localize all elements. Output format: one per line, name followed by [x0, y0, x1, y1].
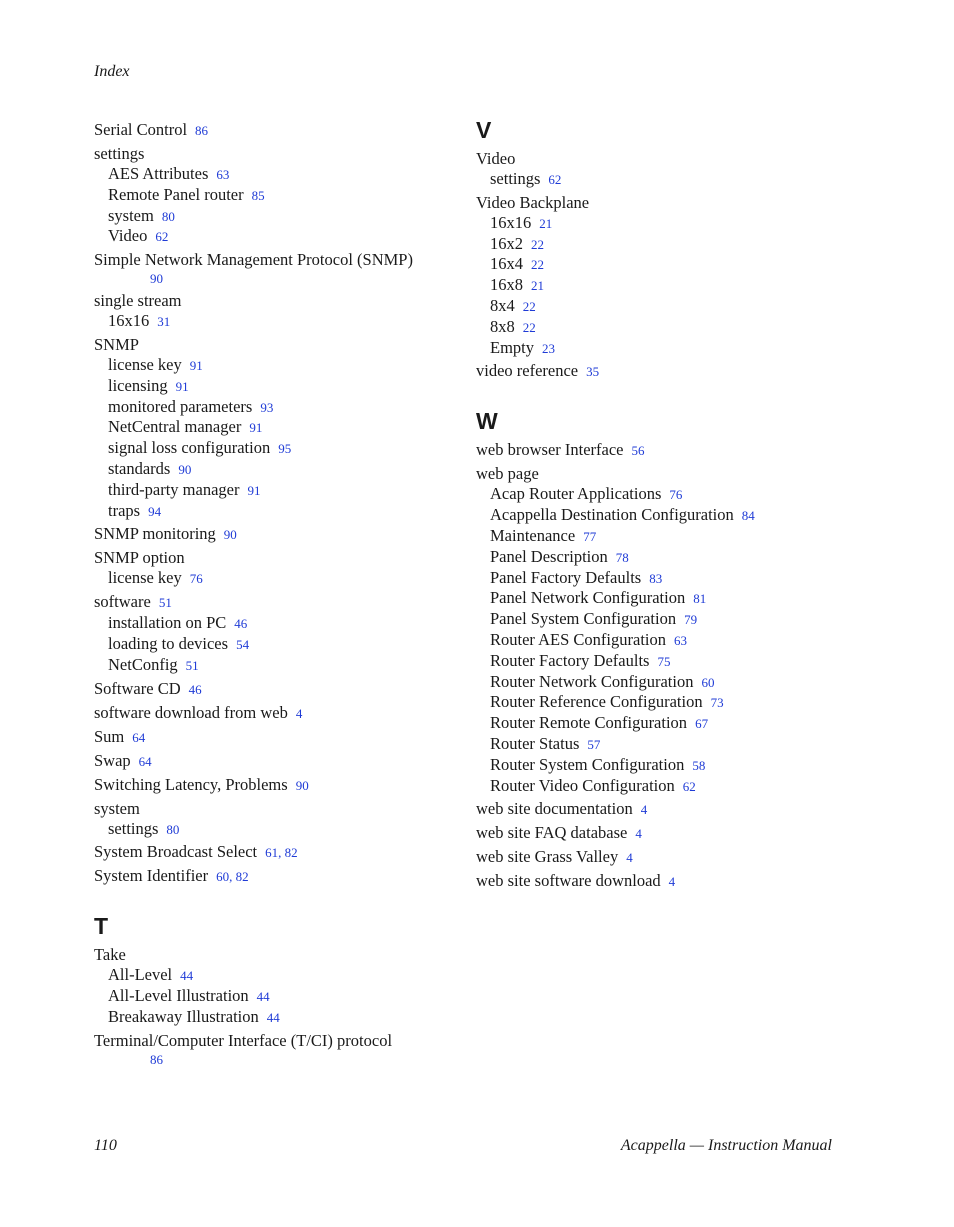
index-entry — [476, 871, 876, 892]
index-term-settings — [94, 144, 494, 164]
index-subterm-text: settings — [490, 169, 541, 188]
index-subterm-panel-description — [476, 547, 876, 568]
index-subterm-text: Empty — [490, 337, 534, 357]
index-entry — [476, 799, 876, 820]
index-term-web-page — [476, 464, 876, 484]
index-subterm-text: Panel System Configuration — [490, 609, 677, 629]
index-subterm-video — [94, 226, 494, 247]
page-link[interactable]: 73 — [710, 695, 724, 711]
index-subterm-text: 8x8 — [490, 316, 515, 336]
index-subterm-aes-attributes — [94, 164, 494, 185]
index-term-text: web page — [476, 464, 539, 484]
index-subterm-license-key — [94, 568, 494, 589]
index-term-text: SNMP monitoring — [94, 524, 216, 544]
index-subterm-text: license key — [108, 568, 182, 588]
index-term-text: Switching Latency, Problems — [94, 774, 288, 794]
index-subterm-remote-panel-router — [94, 185, 494, 206]
index-term-text: Video Backplane — [476, 192, 590, 212]
index-subterm-16x4 — [476, 254, 876, 275]
index-term-text: Software CD — [94, 678, 181, 698]
page-link[interactable]: 90 — [178, 461, 192, 477]
index-subterm-router-aes-configuration — [476, 630, 876, 651]
index-term-take — [94, 945, 494, 965]
page-link[interactable]: 91 — [189, 357, 203, 373]
index-entry — [94, 679, 494, 700]
index-subterm-breakaway-illustration — [94, 1007, 494, 1028]
page-link[interactable]: 90 — [295, 777, 309, 793]
index-subterm-text: 16x16 — [490, 212, 532, 232]
index-subterm-text: 16x4 — [490, 254, 523, 274]
index-term-text: web site documentation — [476, 799, 633, 819]
page-link[interactable]: 4 — [640, 802, 648, 818]
index-subterm-router-remote-configuration — [476, 713, 876, 734]
index-entry — [94, 335, 494, 521]
index-term-text: software download from web — [94, 702, 288, 722]
index-term-system — [94, 799, 494, 819]
index-subterm-text: Acappella Destination Configuration — [490, 505, 734, 525]
index-subterm-text: loading to devices — [108, 633, 229, 653]
index-term-text: Swap — [94, 750, 131, 770]
page-link[interactable]: 95 — [278, 441, 292, 457]
index-column-left — [94, 117, 494, 1069]
index-term-switching-latency-problems — [94, 775, 494, 796]
index-subterm-settings — [94, 819, 494, 840]
page-link[interactable]: 4 — [295, 705, 303, 721]
page-link[interactable]: 93 — [260, 399, 274, 415]
page-link[interactable]: 82 — [235, 869, 249, 885]
index-subterm-text: Router Status — [490, 733, 580, 753]
index-subterm-text: Router Network Configuration — [490, 671, 694, 691]
index-term-text: single stream — [94, 291, 182, 311]
page-link[interactable]: 22 — [522, 298, 536, 314]
page-link[interactable]: 91 — [247, 482, 261, 498]
index-subterm-third-party-manager — [94, 480, 494, 501]
index-subterm-licensing — [94, 376, 494, 397]
index-term-snmp — [94, 335, 494, 355]
page-link[interactable]: 23 — [542, 340, 555, 356]
index-subterm-text: Maintenance — [490, 525, 576, 545]
page-link[interactable]: 22 — [531, 236, 544, 252]
index-term-text: video reference — [476, 361, 579, 381]
index-subterm-panel-network-configuration — [476, 588, 876, 609]
index-term-swap — [94, 751, 494, 772]
index-subterm-signal-loss-configuration — [94, 438, 494, 459]
index-subterm-text: 16x8 — [490, 275, 523, 295]
page-link[interactable]: 90 — [150, 271, 163, 287]
index-subterm-text: Panel Network Configuration — [490, 588, 686, 608]
index-subterm-16x16 — [476, 213, 876, 234]
index-subterm-monitored-parameters — [94, 397, 494, 418]
index-entry — [476, 464, 876, 796]
index-subterm-license-key — [94, 355, 494, 376]
index-subterm-text: third-party manager — [108, 479, 240, 499]
index-subterm-text: system — [108, 205, 154, 225]
page-link[interactable]: 63 — [216, 167, 230, 182]
page-link[interactable]: 4 — [635, 826, 642, 842]
index-term-web-site-software-download — [476, 871, 876, 892]
index-term-text: web site FAQ database — [476, 823, 628, 843]
index-subterm-traps — [94, 501, 494, 522]
index-term-web-site-grass-valley — [476, 847, 876, 868]
page-link[interactable]: 85 — [251, 187, 265, 203]
index-entry — [94, 548, 494, 589]
index-subterm-text: monitored parameters — [108, 396, 253, 416]
index-entry — [94, 727, 494, 748]
index-subterm-text: Router Reference Configuration — [490, 692, 703, 712]
page-link[interactable]: 35 — [586, 364, 600, 380]
index-subterm-16x2 — [476, 234, 876, 255]
page-link[interactable]: 4 — [626, 850, 633, 866]
index-subterm-text: Panel Description — [490, 546, 608, 566]
page-link[interactable]: 21 — [531, 278, 544, 294]
index-subterm-8x8 — [476, 317, 876, 338]
page-link[interactable]: 82 — [284, 845, 298, 861]
index-subterm-text: Router System Configuration — [490, 754, 685, 774]
page-link[interactable]: 80 — [161, 208, 175, 224]
index-subterm-text: settings — [108, 818, 159, 838]
index-entry — [94, 524, 494, 545]
index-term-text: System Identifier — [94, 866, 209, 886]
index-entry — [94, 592, 494, 675]
index-term-text: software — [94, 592, 151, 612]
index-subterm-text: Router Remote Configuration — [490, 713, 688, 733]
page-link[interactable]: 22 — [531, 257, 544, 273]
index-subterm-text: AES Attributes — [108, 164, 209, 183]
index-term-system-identifier — [94, 866, 494, 887]
page-link[interactable]: 51 — [185, 657, 199, 673]
page-link[interactable]: 86 — [150, 1051, 163, 1067]
index-entry — [94, 751, 494, 772]
page-link[interactable]: 56 — [631, 443, 645, 459]
index-entry — [476, 361, 876, 382]
page-link[interactable]: 44 — [256, 989, 270, 1005]
index-term-web-site-documentation — [476, 799, 876, 820]
page-link[interactable]: 60, — [216, 869, 236, 885]
index-entry — [94, 120, 494, 141]
index-subterm-16x16 — [94, 311, 494, 332]
index-term-text: Take — [94, 945, 126, 965]
index-subterm-text: Video — [108, 226, 148, 246]
index-subterm-router-status — [476, 734, 876, 755]
index-entry — [476, 847, 876, 868]
page-link[interactable]: 67 — [695, 716, 709, 732]
index-subterm-text: All-Level Illustration — [108, 986, 249, 1006]
index-entry — [94, 842, 494, 863]
index-term-web-browser-interface — [476, 440, 876, 461]
index-subterm-text: NetCentral manager — [108, 417, 242, 437]
index-subterm-text: Router Video Configuration — [490, 775, 675, 795]
index-subterm-router-factory-defaults — [476, 651, 876, 672]
index-term-single-stream — [94, 291, 494, 311]
index-subterm-acappella-destination-configuration — [476, 505, 876, 526]
index-subterm-loading-to-devices — [94, 634, 494, 655]
index-subterm-maintenance — [476, 526, 876, 547]
index-term-terminal-computer-interface-t-ci-protocol — [94, 1031, 494, 1069]
page-number: 110 — [94, 1137, 117, 1154]
page-link[interactable]: 76 — [669, 487, 683, 503]
index-term-sum — [94, 727, 494, 748]
index-subterm-text: signal loss configuration — [108, 438, 271, 458]
section-letter-v: V — [476, 117, 492, 143]
index-subterm-router-video-configuration — [476, 776, 876, 797]
index-term-snmp-option — [94, 548, 494, 568]
index-subterm-text: Remote Panel router — [108, 184, 244, 204]
index-term-text: SNMP — [94, 334, 139, 354]
index-subterm-empty — [476, 338, 876, 359]
page-link[interactable]: 64 — [132, 729, 146, 745]
page-link[interactable]: 31 — [157, 314, 171, 330]
index-subterm-text: traps — [108, 500, 141, 520]
page-link[interactable]: 77 — [583, 528, 597, 544]
index-term-text: Video — [476, 149, 516, 168]
index-term-video-reference — [476, 361, 876, 382]
index-subterm-text: 8x4 — [490, 295, 515, 315]
index-subterm-router-system-configuration — [476, 755, 876, 776]
index-subterm-8x4 — [476, 296, 876, 317]
page-link[interactable]: 86 — [195, 123, 209, 138]
index-term-system-broadcast-select — [94, 842, 494, 863]
page-link[interactable]: 46 — [188, 681, 202, 697]
index-entry — [94, 703, 494, 724]
page-link[interactable]: 91 — [249, 420, 263, 436]
page-link[interactable]: 80 — [166, 821, 180, 837]
index-subterm-text: 16x16 — [108, 311, 150, 331]
page-link[interactable]: 4 — [668, 874, 676, 890]
page-link[interactable]: 75 — [657, 653, 671, 669]
page-link[interactable]: 57 — [587, 736, 601, 752]
index-term-text: SNMP option — [94, 548, 185, 568]
index-term-text: Terminal/Computer Interface (T/CI) protocol — [94, 1030, 393, 1050]
page-link[interactable]: 78 — [615, 549, 629, 565]
page-link[interactable]: 63 — [674, 632, 687, 648]
page-link[interactable]: 94 — [148, 503, 162, 519]
index-subterm-text: Breakaway Illustration — [108, 1006, 259, 1026]
section-letter-w: W — [476, 408, 498, 435]
index-entry — [476, 149, 876, 190]
page-link[interactable]: 76 — [189, 571, 203, 587]
index-subterm-text: 16x2 — [490, 233, 523, 253]
index-term-software-download-from-web — [94, 703, 494, 724]
index-subterm-text: NetConfig — [108, 654, 178, 674]
page-link[interactable]: 83 — [649, 570, 663, 586]
manual-title: Acappella — Instruction Manual — [620, 1137, 832, 1154]
index-entry — [94, 1031, 494, 1069]
page-link[interactable]: 22 — [522, 319, 536, 335]
index-subterm-standards — [94, 459, 494, 480]
page-link[interactable]: 84 — [741, 508, 755, 524]
index-subterm-acap-router-applications — [476, 484, 876, 505]
index-term-text: Serial Control — [94, 120, 188, 139]
index-subterm-netcentral-manager — [94, 417, 494, 438]
index-subterm-settings — [476, 169, 876, 190]
index-entry — [94, 799, 494, 840]
page-link[interactable]: 46 — [234, 616, 248, 632]
index-entry — [476, 193, 876, 359]
index-subterm-text: license key — [108, 354, 182, 374]
index-subterm-panel-factory-defaults — [476, 568, 876, 589]
index-term-text: settings — [94, 144, 145, 163]
index-term-serial-control — [94, 120, 494, 141]
page-link[interactable]: 62 — [155, 229, 169, 245]
page-link[interactable]: 44 — [266, 1009, 280, 1025]
index-subterm-panel-system-configuration — [476, 609, 876, 630]
index-term-text: system — [94, 798, 140, 818]
index-term-text: web browser Interface — [476, 440, 624, 460]
index-subterm-installation-on-pc — [94, 613, 494, 634]
index-entry — [94, 291, 494, 332]
page-link[interactable]: 91 — [175, 378, 189, 394]
index-subterm-all-level-illustration — [94, 986, 494, 1007]
page-link[interactable]: 64 — [138, 753, 152, 769]
index-column-right — [476, 117, 876, 892]
index-term-simple-network-management-protocol-snmp — [94, 250, 494, 288]
index-entry — [94, 775, 494, 796]
index-subterm-router-reference-configuration — [476, 692, 876, 713]
index-subterm-text: Panel Factory Defaults — [490, 567, 642, 587]
index-subterm-16x8 — [476, 275, 876, 296]
index-term-video — [476, 149, 876, 169]
index-entry — [94, 866, 494, 887]
index-subterm-text: licensing — [108, 375, 168, 395]
index-term-text: Sum — [94, 726, 125, 746]
page-link[interactable]: 81 — [693, 591, 707, 607]
page-link[interactable]: 62 — [548, 172, 562, 187]
page-link[interactable]: 58 — [692, 757, 706, 773]
index-term-software-cd — [94, 679, 494, 700]
running-header: Index — [94, 63, 130, 80]
index-subterm-system — [94, 206, 494, 227]
page-link[interactable]: 60 — [701, 674, 715, 690]
index-term-web-site-faq-database — [476, 823, 876, 844]
index-term-snmp-monitoring — [94, 524, 494, 545]
index-term-video-backplane — [476, 193, 876, 213]
index-subterm-router-network-configuration — [476, 672, 876, 693]
index-subterm-all-level — [94, 965, 494, 986]
page-link[interactable]: 61, — [265, 845, 285, 861]
section-letter-t: T — [94, 913, 109, 940]
index-entry — [476, 823, 876, 844]
page-link[interactable]: 90 — [223, 527, 237, 543]
page-link[interactable]: 54 — [236, 636, 250, 652]
index-term-text: web site Grass Valley — [476, 847, 619, 867]
page-link[interactable]: 51 — [158, 595, 172, 611]
index-subterm-text: Acap Router Applications — [490, 484, 662, 504]
index-subterm-netconfig — [94, 655, 494, 676]
index-subterm-text: standards — [108, 458, 171, 478]
index-entry — [94, 144, 494, 247]
page-link[interactable]: 79 — [684, 612, 698, 628]
page-link[interactable]: 62 — [682, 778, 696, 794]
index-term-text: System Broadcast Select — [94, 842, 258, 862]
index-entry — [94, 250, 494, 288]
page-link[interactable]: 44 — [180, 968, 194, 984]
index-term-text: Simple Network Management Protocol (SNMP) — [94, 250, 413, 270]
index-subterm-text: All-Level — [108, 965, 173, 985]
index-subterm-text: Router AES Configuration — [490, 629, 666, 649]
page-link[interactable]: 21 — [539, 215, 553, 231]
index-term-software — [94, 592, 494, 613]
index-entry — [476, 440, 876, 461]
index-entry — [94, 945, 494, 1027]
index-subterm-text: Router Factory Defaults — [490, 650, 650, 670]
index-subterm-text: installation on PC — [108, 613, 227, 633]
index-term-text: web site software download — [476, 871, 661, 891]
